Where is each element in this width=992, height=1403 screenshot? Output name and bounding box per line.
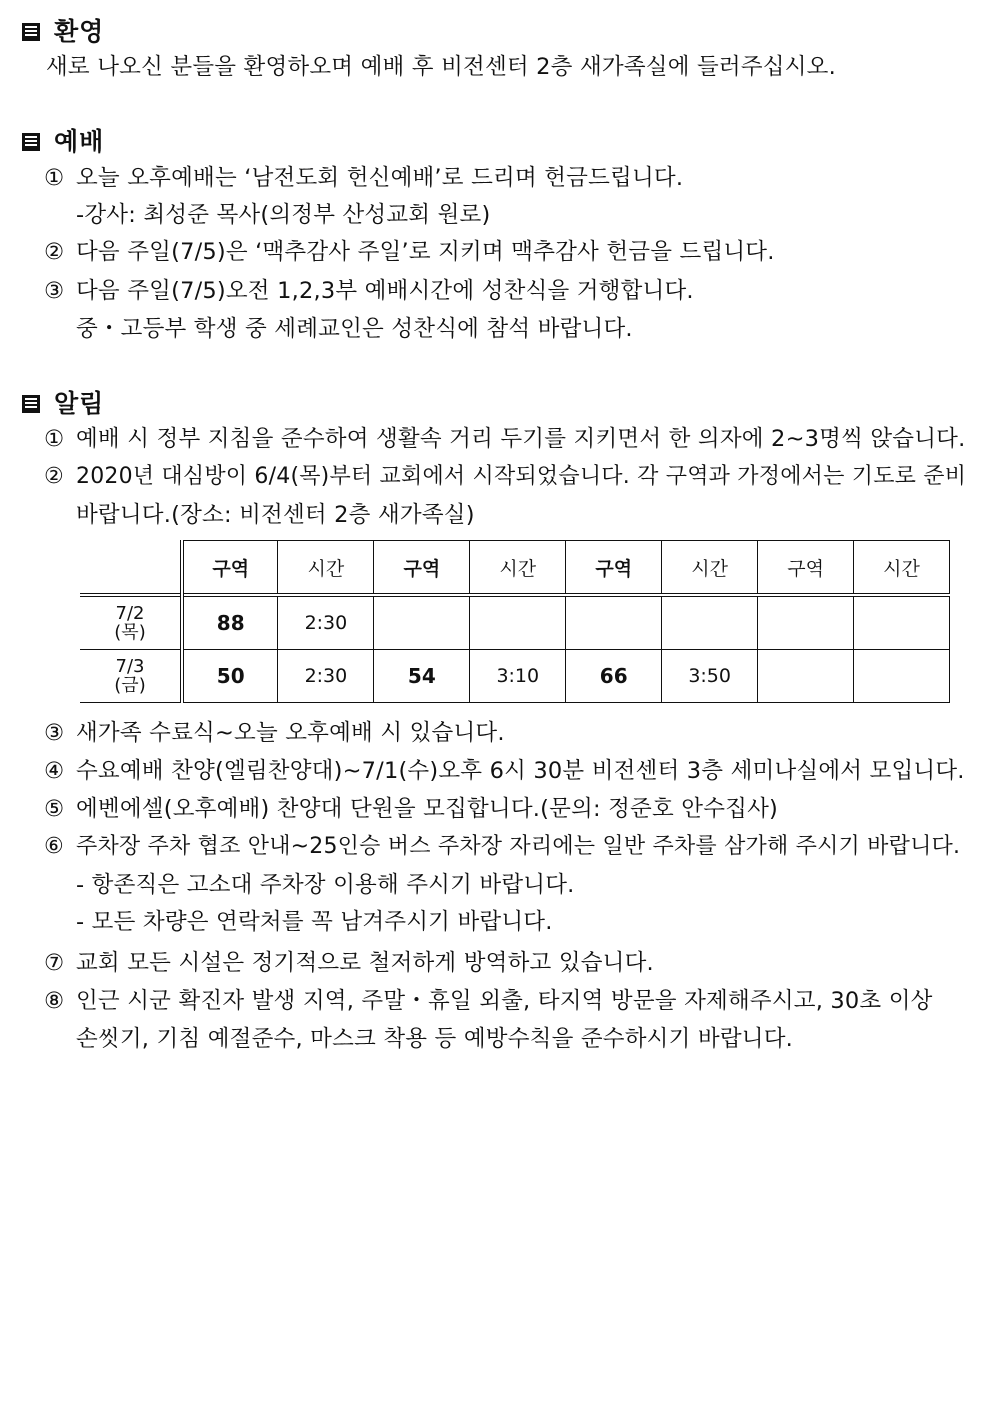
zone-cell: 54 [374,650,470,703]
time-cell [854,595,950,650]
header-zone: 구역 [374,541,470,596]
header-time: 시간 [470,541,566,596]
worship-item: ② 다음 주일(7/5)은 ‘맥추감사 주일’로 지키며 맥추감사 헌금을 드립니다. [44,239,775,265]
worship-heading: 예배 [22,122,104,158]
welcome-text: 새로 나오신 분들을 환영하오며 예배 후 비전센터 2층 새가족실에 들러주십시오. [46,54,836,80]
time-cell [854,650,950,703]
square-bullet-icon [22,395,40,413]
time-cell: 3:50 [662,650,758,703]
notice-item: ⑥ 주차장 주차 협조 안내~25인승 버스 주차장 자리에는 일반 주차를 삼가해 주시기 바랍니다. [44,834,961,859]
notice-item: ② 2020년 대심방이 6/4(목)부터 교회에서 시작되었습니다. 각 구역과 가정에서는 기도로 준비 [44,464,967,489]
notice-item: ④ 수요예배 찬양(엘림찬양대)~7/1(수)오후 6시 30분 비전센터 3층 세미나실에서 모입니다. [44,758,965,784]
table-row [80,595,950,650]
time-cell [470,595,566,650]
zone-cell [374,595,470,650]
notice-item: - 모든 차량은 연락처를 꼭 남겨주시기 바랍니다. [76,909,553,935]
date-cell: 7/3 (금) [80,650,182,703]
date-cell: 7/2 (목) [80,595,182,650]
visitation-schedule-table [80,540,950,703]
worship-item: 중・고등부 학생 중 세례교인은 성찬식에 참석 바랍니다. [76,316,633,342]
zone-cell [566,595,662,650]
header-time: 시간 [854,541,950,596]
zone-cell [758,595,854,650]
notice-item: 바랍니다.(장소: 비전센터 2층 새가족실) [76,502,475,528]
notice-item: 손씻기, 기침 예절준수, 마스크 착용 등 예방수칙을 준수하시기 바랍니다. [76,1026,793,1052]
notice-item: ⑤ 에벤에셀(오후예배) 찬양대 단원을 모집합니다.(문의: 정준호 안수집사) [44,796,778,822]
header-zone: 구역 [758,541,854,596]
header-zone: 구역 [182,541,278,596]
square-bullet-icon [22,23,40,41]
zone-cell: 88 [182,595,278,650]
time-cell [662,595,758,650]
header-zone: 구역 [566,541,662,596]
notice-item: ⑧ 인근 시군 확진자 발생 지역, 주말・휴일 외출, 타지역 방문을 자제해주시고, 30초 이상 [44,988,933,1014]
welcome-heading: 환영 [22,12,104,48]
square-bullet-icon [22,133,40,151]
worship-item: -강사: 최성준 목사(의정부 산성교회 원로) [76,202,491,228]
time-cell: 2:30 [278,595,374,650]
header-time: 시간 [278,541,374,596]
time-cell: 2:30 [278,650,374,703]
time-cell: 3:10 [470,650,566,703]
header-time: 시간 [662,541,758,596]
table-corner-cell [80,541,182,596]
worship-item: ① 오늘 오후예배는 ‘남전도회 헌신예배’로 드리며 헌금드립니다. [44,165,684,191]
notice-item: - 항존직은 고소대 주차장 이용해 주시기 바랍니다. [76,872,575,898]
notice-item: ⑦ 교회 모든 시설은 정기적으로 철저하게 방역하고 있습니다. [44,950,654,976]
notice-item: ③ 새가족 수료식~오늘 오후예배 시 있습니다. [44,720,505,746]
worship-item: ③ 다음 주일(7/5)오전 1,2,3부 예배시간에 성찬식을 거행합니다. [44,278,694,304]
zone-cell: 66 [566,650,662,703]
notice-heading: 알림 [22,384,104,420]
notice-item: ① 예배 시 정부 지침을 준수하여 생활속 거리 두기를 지키면서 한 의자에 2~3명씩 앉습니다. [44,426,966,452]
zone-cell: 50 [182,650,278,703]
zone-cell [758,650,854,703]
table-row [80,650,950,703]
table-header-row [80,541,950,596]
